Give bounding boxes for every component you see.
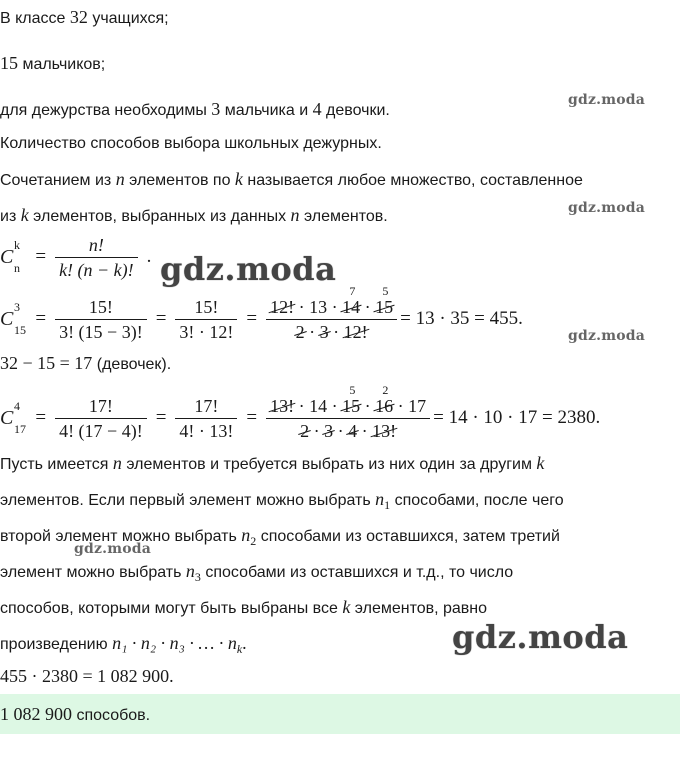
var-n: n bbox=[115, 169, 125, 189]
line-question bbox=[0, 133, 382, 155]
period: . bbox=[146, 246, 152, 267]
text: способов, которыми могут быть выбраны все bbox=[0, 600, 343, 617]
product-expression: n₁ · n₂ · n₃ · … · n bbox=[112, 633, 237, 653]
text: девочки. bbox=[321, 102, 390, 119]
var-n: n bbox=[375, 489, 385, 509]
text: для дежурства необходимы bbox=[0, 102, 212, 119]
number: 15 bbox=[0, 53, 18, 73]
watermark: gdz.moda bbox=[568, 328, 646, 344]
c17-4-computation bbox=[0, 382, 606, 445]
line-girls bbox=[0, 352, 171, 376]
number: 32 bbox=[69, 7, 88, 27]
combination-symbol: C 3 15 bbox=[0, 299, 26, 337]
answer-line bbox=[0, 703, 150, 727]
text: Сочетанием из bbox=[0, 172, 116, 189]
var-k: k bbox=[234, 169, 243, 189]
rule-line-5 bbox=[0, 596, 487, 620]
text: В классе bbox=[0, 10, 70, 27]
watermark: gdz.moda bbox=[568, 200, 646, 216]
subscript: 3 bbox=[194, 570, 201, 585]
var-n: n bbox=[241, 525, 251, 545]
subscript: 2 bbox=[250, 534, 257, 549]
text: Пусть имеется bbox=[0, 456, 113, 473]
rule-line-4 bbox=[0, 560, 513, 588]
text: элементов и требуется выбрать из них один за другим bbox=[121, 456, 537, 473]
text: способами из оставшихся, затем третий bbox=[256, 528, 560, 545]
text: элементов. Если первый элемент можно выбрать bbox=[0, 492, 376, 509]
result: = 13 · 35 = 455. bbox=[400, 308, 523, 329]
line-boys bbox=[0, 52, 105, 76]
text: элементов по bbox=[124, 172, 235, 189]
rule-line-6 bbox=[0, 632, 247, 660]
text: называется любое множество, составленное bbox=[242, 172, 583, 189]
line-duty bbox=[0, 98, 390, 122]
text: (девочек). bbox=[92, 356, 172, 373]
text: способами из оставшихся и т.д., то число bbox=[200, 564, 514, 581]
var-k: k bbox=[342, 597, 351, 617]
text: мальчиков; bbox=[18, 56, 106, 73]
period: . bbox=[242, 633, 247, 653]
result: = 14 · 10 · 17 = 2380. bbox=[433, 407, 601, 428]
cancel-fraction: 13! · 14 · 15 5 · 16 2 · 17 2 · 3 · 4 · 13! bbox=[266, 395, 430, 442]
watermark: gdz.moda bbox=[74, 541, 152, 557]
equals: = bbox=[246, 308, 258, 329]
var-k: k bbox=[20, 205, 29, 225]
number: 3 bbox=[211, 99, 221, 119]
text: Количество способов выбора школьных дежурных. bbox=[0, 135, 382, 152]
fraction: $\frac{n!}{k! (n - k)!}$ bbox=[55, 234, 138, 281]
equals: = bbox=[35, 246, 47, 267]
equals: = bbox=[155, 407, 167, 428]
var-n: n bbox=[112, 453, 122, 473]
rule-line-2 bbox=[0, 488, 564, 516]
subscript: k bbox=[236, 642, 243, 657]
text: способами, после чего bbox=[390, 492, 564, 509]
watermark: gdz.moda bbox=[452, 618, 629, 656]
fraction: $\frac{17!}{4! (17 - 4)!}$ bbox=[55, 395, 147, 442]
number: 4 bbox=[312, 99, 322, 119]
watermark: gdz.moda bbox=[568, 92, 646, 108]
c15-3-computation bbox=[0, 283, 529, 346]
text: произведению bbox=[0, 636, 113, 653]
combination-symbol: C 4 17 bbox=[0, 398, 26, 436]
text: второй элемент можно выбрать bbox=[0, 528, 242, 545]
fraction: $\frac{17!}{4! \cdot 13!}$ bbox=[175, 395, 237, 442]
var-n: n bbox=[290, 205, 300, 225]
equals: = bbox=[35, 308, 47, 329]
line-definition-2 bbox=[0, 204, 388, 228]
answer-text: способов. bbox=[72, 707, 151, 724]
cancel-fraction: 12! · 13 · 14 7 · 15 5 2 · 3 · 12! bbox=[266, 296, 397, 343]
product-equation: 455 · 2380 = 1 082 900. bbox=[0, 666, 174, 686]
watermark: gdz.moda bbox=[160, 250, 337, 288]
var-k: k bbox=[536, 453, 545, 473]
rule-line-1 bbox=[0, 452, 544, 476]
equals: = bbox=[35, 407, 47, 428]
subscript: 1 bbox=[384, 498, 391, 513]
combination-formula bbox=[0, 230, 157, 284]
text: элементов. bbox=[299, 208, 388, 225]
text: элементов, выбранных из данных bbox=[28, 208, 291, 225]
equals: = bbox=[246, 407, 258, 428]
equation: 32 − 15 = 17 bbox=[0, 353, 93, 373]
var-n: n bbox=[185, 561, 195, 581]
answer-number: 1 082 900 bbox=[0, 704, 72, 724]
line-product bbox=[0, 665, 174, 689]
equals: = bbox=[155, 308, 167, 329]
text: учащихся; bbox=[87, 10, 169, 27]
text: элементов, равно bbox=[350, 600, 488, 617]
fraction: $\frac{15!}{3! \cdot 12!}$ bbox=[175, 296, 237, 343]
text: элемент можно выбрать bbox=[0, 564, 186, 581]
combination-symbol: C k n bbox=[0, 237, 20, 275]
fraction: $\frac{15!}{3! (15 - 3)!}$ bbox=[55, 296, 147, 343]
text: из bbox=[0, 208, 21, 225]
line-class-size bbox=[0, 6, 169, 30]
line-definition-1 bbox=[0, 168, 583, 192]
text: мальчика и bbox=[220, 102, 313, 119]
